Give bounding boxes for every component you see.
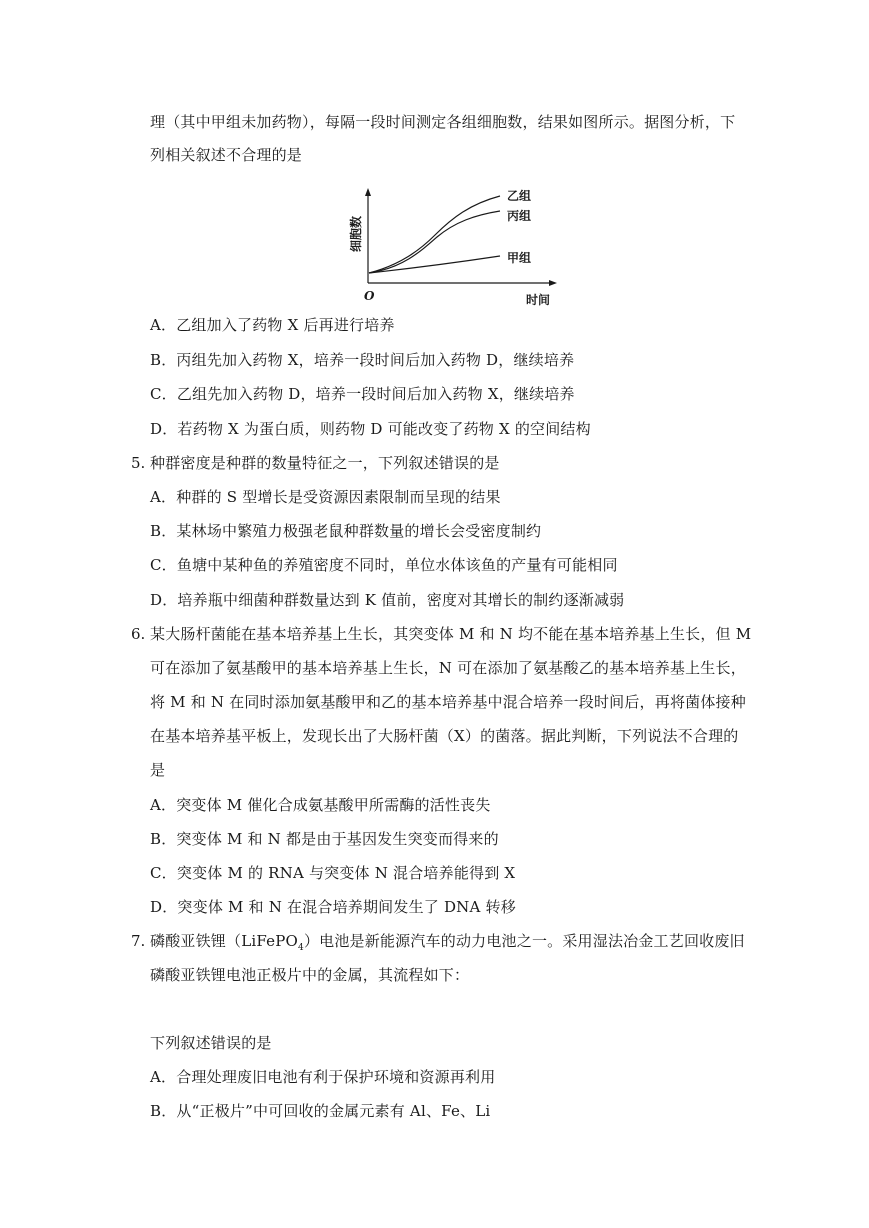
q6-stem-line1: 某大肠杆菌能在基本培养基上生长，其突变体 M 和 N 均不能在基本培养基上生长，但 M [150, 625, 752, 643]
q6-option-d: D．突变体 M 和 N 在混合培养期间发生了 DNA 转移 [150, 898, 516, 916]
q7-prompt: 下列叙述错误的是 [150, 1034, 272, 1052]
origin-label: O [364, 289, 375, 303]
q5-option-d: D．培养瓶中细菌种群数量达到 K 值前，密度对其增长的制约逐渐减弱 [150, 591, 625, 609]
q6-stem-line5: 是 [150, 761, 166, 779]
q4-option-b: B．丙组先加入药物 X，培养一段时间后加入药物 D，继续培养 [150, 351, 575, 369]
q5-stem: 种群密度是种群的数量特征之一，下列叙述错误的是 [150, 454, 500, 472]
q7-stem-line1-part2: ）电池是新能源汽车的动力电池之一。采用湿法冶金工艺回收废旧 [303, 932, 745, 950]
q7-option-a: A．合理处理废旧电池有利于保护环境和资源再利用 [150, 1068, 496, 1086]
curve-yi [369, 196, 500, 273]
q7-formula-subscript: 4 [298, 943, 304, 953]
x-axis-arrow [549, 280, 557, 286]
q7-stem-line1 [150, 931, 745, 958]
q6-stem-line2: 可在添加了氨基酸甲的基本培养基上生长，N 可在添加了氨基酸乙的基本培养基上生长， [150, 659, 746, 677]
curve-bing [369, 211, 500, 273]
q5-option-c: C．鱼塘中某种鱼的养殖密度不同时，单位水体该鱼的产量有可能相同 [150, 556, 618, 574]
q4-stem-line1: 理（其中甲组未加药物），每隔一段时间测定各组细胞数，结果如图所示。据图分析，下 [150, 113, 736, 131]
q4-option-a: A．乙组加入了药物 X 后再进行培养 [150, 316, 395, 334]
y-axis-label: 细胞数 [349, 215, 363, 252]
q4-option-c: C．乙组先加入药物 D，培养一段时间后加入药物 X，继续培养 [150, 385, 575, 403]
q5-option-a: A．种群的 S 型增长是受资源因素限制而呈现的结果 [150, 488, 501, 506]
q6-option-c: C．突变体 M 的 RNA 与突变体 N 混合培养能得到 X [150, 864, 516, 882]
growth-curve-chart [340, 180, 570, 310]
q6-option-a: A．突变体 M 催化合成氨基酸甲所需酶的活性丧失 [150, 796, 491, 814]
curve-label-jia: 甲组 [507, 251, 532, 265]
curve-label-bing: 丙组 [507, 209, 532, 223]
q4-option-d: D．若药物 X 为蛋白质，则药物 D 可能改变了药物 X 的空间结构 [150, 420, 591, 438]
curve-label-yi: 乙组 [507, 189, 532, 203]
q5-number: 5. [131, 454, 146, 472]
q5-option-b: B．某林场中繁殖力极强老鼠种群数量的增长会受密度制约 [150, 522, 542, 540]
q4-stem-line2: 列相关叙述不合理的是 [150, 146, 303, 164]
curve-jia [369, 256, 500, 273]
y-axis-arrow [365, 188, 371, 196]
q7-stem-line1-part1: 磷酸亚铁锂（LiFePO [150, 932, 299, 950]
x-axis-label: 时间 [526, 293, 551, 307]
cell-count-figure [340, 180, 570, 310]
q7-number: 7. [131, 932, 146, 950]
q7-option-b: B．从“正极片”中可回收的金属元素有 Al、Fe、Li [150, 1102, 491, 1120]
q6-stem-line3: 将 M 和 N 在同时添加氨基酸甲和乙的基本培养基中混合培养一段时间后，再将菌体接种 [150, 693, 746, 711]
q6-option-b: B．突变体 M 和 N 都是由于基因发生突变而得来的 [150, 830, 499, 848]
q6-number: 6. [131, 625, 146, 643]
q6-stem-line4: 在基本培养基平板上，发现长出了大肠杆菌（X）的菌落。据此判断，下列说法不合理的 [150, 727, 739, 745]
q7-stem-line2: 磷酸亚铁锂电池正极片中的金属，其流程如下： [150, 966, 470, 984]
